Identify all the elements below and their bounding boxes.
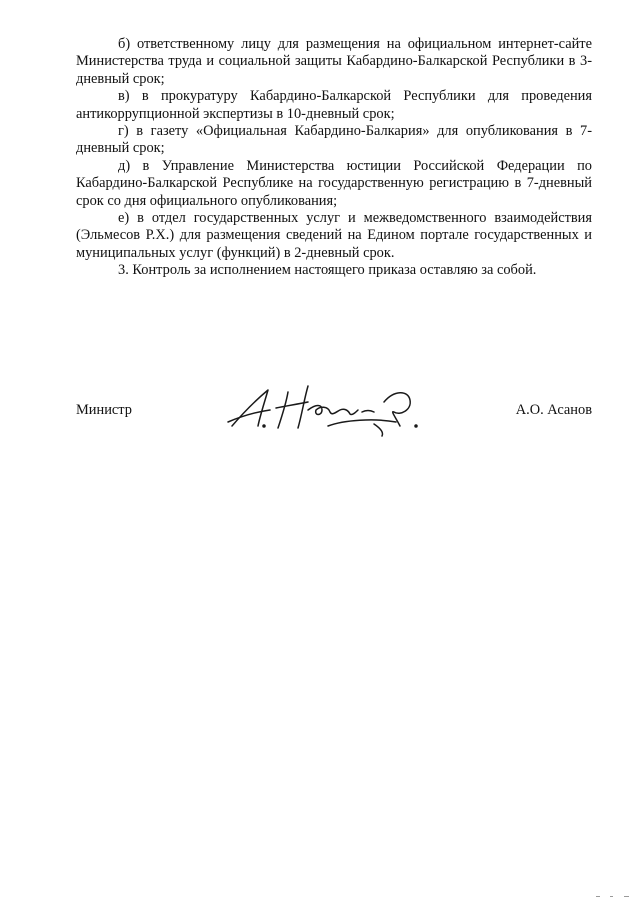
scan-edge-marks [596,893,636,901]
handwritten-signature [224,382,424,444]
signature-block [76,396,592,456]
paragraph-e: е) в отдел государственных услуг и межведомственного взаимодействия (Эльмесов Р.Х.) для размещения сведений на Едином портале государственных и муниципальных услуг (функций) в 2-дневный срок. [76,210,592,261]
paragraph-b: б) ответственному лицу для размещения на официальном интернет-сайте Министерства труда и социальной защиты Кабардино-Балкарской Республики в 3-дневный срок; [76,36,592,87]
paragraph-d: д) в Управление Министерства юстиции Российской Федерации по Кабардино-Балкарской Республике на государственную регистрацию в 7-дневный срок со дня официального опубликования; [76,157,592,209]
paragraph-v: в) в прокуратуру Кабардино-Балкарской Республики для проведения антикоррупционной экспертизы в 10-дневный срок; [76,88,592,122]
document-body [76,36,592,280]
signatory-title: Министр [76,402,132,418]
paragraph-control: 3. Контроль за исполнением настоящего приказа оставляю за собой. [118,262,537,279]
paragraph-g: г) в газету «Официальная Кабардино-Балкария» для опубликования в 7-дневный срок; [76,123,592,157]
signatory-name: А.О. Асанов [515,402,592,418]
